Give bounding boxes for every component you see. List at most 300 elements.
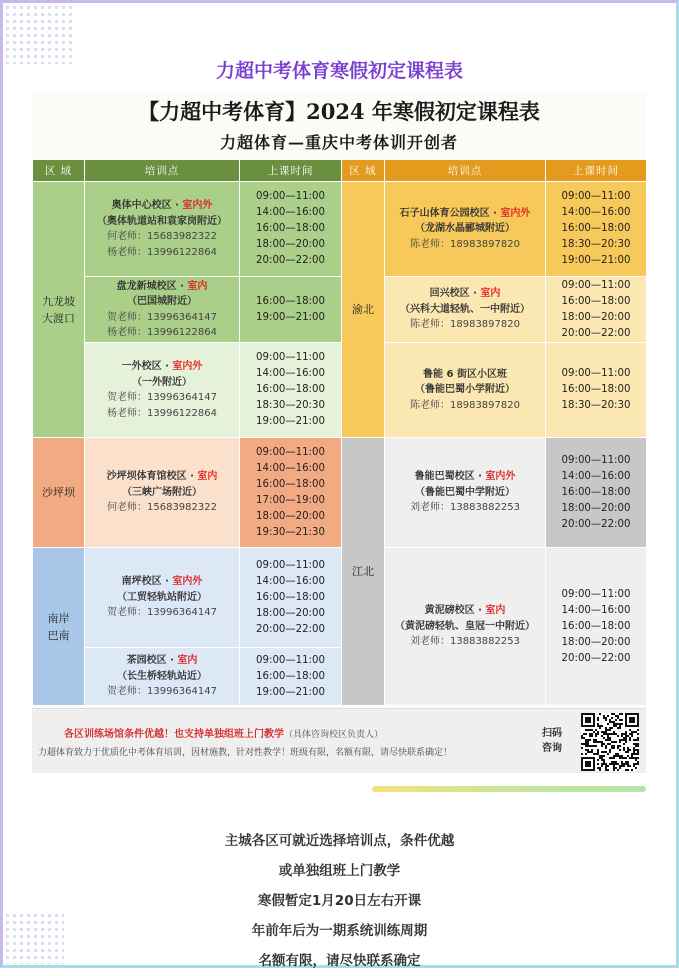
qr-module [637,745,639,747]
qr-module [613,725,615,727]
left-region-cell [33,438,85,548]
site-name [85,359,239,375]
site-type: 室内外 [500,207,531,219]
site-name-text: 一外校区 · [121,361,173,372]
qr-module [605,763,607,765]
qr-module [623,765,625,767]
site-contact: 杨老师：13996122864 [107,407,217,419]
qr-module [607,737,609,739]
qr-module [605,765,607,767]
qr-module [609,763,611,765]
qr-module [617,723,619,725]
qr-module [633,765,635,767]
site-location: （鲁能巴蜀小学附近） [415,384,515,396]
qr-module [637,761,639,763]
site-name-text: 奥体中心校区 · [111,200,183,211]
qr-module [583,737,585,739]
qr-module [629,737,631,739]
qr-module [609,743,611,745]
time-slot: 18:00—20:00 [561,636,631,648]
qr-module [635,753,637,755]
site-contact: 陈老师：18983897820 [410,319,520,331]
qr-module [621,739,623,741]
time-slot: 16:00—18:00 [561,384,631,395]
qr-module [627,751,629,753]
qr-module [635,767,637,769]
qr-module [607,765,609,767]
qr-module [601,763,603,765]
qr-module [607,735,609,737]
qr-module [581,737,583,739]
site-type: 室内 [177,655,198,667]
region-name: 沙坪坝 [42,486,75,499]
qr-module [607,739,609,741]
qr-module [581,747,583,749]
qr-module [621,713,623,715]
qr-module [605,731,607,733]
qr-module [597,753,599,755]
right-region-cell [342,438,385,706]
time-slot: 16:00—18:00 [561,486,631,498]
table-header-row [33,160,647,182]
qr-module [597,723,599,725]
qr-module [613,755,615,757]
qr-module [631,753,633,755]
site-location: （兴科大道轻轨、一中附近） [400,303,530,315]
site-name-text: 鲁能巴蜀校区 · [414,471,486,483]
site-location: （长生桥轻轨站近） [117,670,207,682]
qr-module [637,739,639,741]
qr-module [633,763,635,765]
qr-module [603,759,605,761]
site-name [85,574,239,590]
right-site-cell [385,343,546,438]
qr-module [637,757,639,759]
left-region-cell [33,182,85,438]
qr-module [585,761,591,767]
qr-module [617,727,619,729]
site-contact: 贺老师：13996364147 [107,311,217,323]
qr-module [631,755,633,757]
qr-module [601,765,603,767]
qr-module [593,731,595,733]
qr-module [615,733,617,735]
qr-module [603,763,605,765]
qr-module [631,731,633,733]
left-site-cell [85,438,240,548]
qr-module [619,713,621,715]
site-type: 室内外 [172,361,203,372]
qr-module [587,739,589,741]
qr-module [601,759,603,761]
qr-module [601,743,603,745]
site-name [85,653,239,669]
time-slot: 09:00—11:00 [561,588,631,600]
qr-module [629,733,631,735]
qr-module [619,745,621,747]
qr-module [601,755,603,757]
site-name-text: 黄泥磅校区 · [424,605,486,617]
qr-module [635,759,637,761]
qr-module [585,749,587,751]
qr-module [617,747,619,749]
footer-line1 [64,725,383,740]
left-site-cell [85,648,240,706]
qr-module [609,733,611,735]
qr-module [631,733,633,735]
time-slot: 20:00—22:00 [561,652,631,664]
qr-module [609,721,611,723]
header-time: 上课时间 [240,160,342,182]
qr-module [613,733,615,735]
qr-module [597,759,599,761]
time-slot: 17:00—19:00 [256,494,325,506]
site-contact: 贺老师：13996364147 [107,392,217,403]
qr-module [595,753,597,755]
qr-module [599,727,601,729]
card-subtitle: 力超体育—重庆中考体训开创者 [219,133,458,152]
qr-module [621,735,623,737]
qr-module [601,741,603,743]
qr-module [599,755,601,757]
site-name-text: 回兴校区 · [429,288,481,300]
qr-module [613,757,615,759]
site-name [385,206,545,222]
qr-module [625,733,627,735]
time-slot: 09:00—11:00 [256,352,325,363]
qr-module [635,743,637,745]
qr-module [607,769,609,771]
site-location: （工贸轻轨站附近） [117,591,207,603]
qr-module [619,739,621,741]
note-line: 或单独组班上门教学 [278,863,401,879]
time-slot: 19:00—21:00 [561,255,631,266]
qr-module [623,737,625,739]
qr-module [613,761,615,763]
qr-module [613,731,615,733]
left-time-cell [240,548,342,648]
right-region-cell [342,182,385,438]
time-slot: 09:00—11:00 [256,191,325,202]
qr-module [597,719,599,721]
schedule-card [32,92,646,772]
left-time-cell [240,648,342,706]
note-line: 名额有限，请尽快联系确定 [258,953,421,969]
qr-module [623,733,625,735]
qr-module [597,751,599,753]
qr-module [603,731,605,733]
left-time-cell [240,182,342,277]
header-region: 区 域 [33,160,85,182]
time-slot: 19:00—21:00 [256,311,325,323]
qr-module [597,749,599,751]
right-site-cell [385,182,546,277]
qr-module [597,741,599,743]
qr-module [615,763,617,765]
right-site-cell [385,548,546,706]
qr-module [625,763,627,765]
qr-module [605,747,607,749]
site-contact: 刘老师：13883882253 [410,636,520,648]
qr-module [581,735,583,737]
site-name-text: 盘龙新城校区 · [116,280,188,292]
site-contact: 杨老师：13996122864 [107,327,217,338]
qr-module [595,745,597,747]
time-slot: 14:00—16:00 [256,368,325,379]
qr-module [587,751,589,753]
time-slot: 14:00—16:00 [256,207,325,218]
time-slot: 16:00—18:00 [256,670,325,682]
header-region-right: 区 域 [342,160,385,182]
qr-module [593,741,595,743]
qr-module [599,713,601,715]
qr-module [619,757,621,759]
qr-code-icon[interactable] [581,713,639,771]
qr-module [603,743,605,745]
qr-module [613,767,615,769]
qr-module [601,751,603,753]
qr-module [603,755,605,757]
site-location: （一外附近） [132,376,192,388]
notes-block [0,826,679,976]
qr-module [625,751,627,753]
qr-module [597,767,599,769]
time-slot: 09:00—11:00 [561,191,631,202]
qr-module [595,735,597,737]
qr-module [635,749,637,751]
qr-module [611,741,613,743]
qr-module [635,757,637,759]
time-slot: 18:00—20:00 [256,510,325,522]
qr-module [615,725,617,727]
decorative-dots-top [4,4,74,64]
time-slot: 20:00—22:00 [256,623,325,635]
header-site-right: 培训点 [385,160,546,182]
qr-module [635,739,637,741]
time-slot: 19:00—21:00 [256,686,325,698]
time-slot: 20:00—22:00 [561,327,631,339]
qr-module [605,733,607,735]
qr-module [611,745,613,747]
table-row [33,438,647,548]
qr-module [603,761,605,763]
qr-module [605,727,607,729]
time-slot: 16:00—18:00 [256,295,325,307]
qr-module [621,733,623,735]
site-location: （奥体轨道站和袁家岗附近） [97,215,227,227]
right-site-cell [385,438,546,548]
qr-module [589,735,591,737]
time-slot: 09:00—11:00 [561,279,631,291]
site-location: （黄泥磅轻轨、皇冠一中附近） [395,620,535,632]
qr-module [625,757,627,759]
qr-module [629,757,631,759]
qr-module [591,749,593,751]
qr-module [605,751,607,753]
qr-module [599,767,601,769]
qr-module [633,747,635,749]
qr-module [637,763,639,765]
left-site-cell [85,343,240,438]
qr-module [611,717,613,719]
qr-module [637,751,639,753]
qr-module [637,749,639,751]
qr-module [635,731,637,733]
time-slot: 14:00—16:00 [256,462,325,474]
time-slot: 20:00—22:00 [256,255,325,266]
time-slot: 14:00—16:00 [256,575,325,587]
qr-module [607,733,609,735]
qr-module [603,737,605,739]
region-name: 大渡口 [42,311,75,325]
qr-module [599,741,601,743]
site-type: 室内 [197,471,218,483]
site-contact: 陈老师：18983897820 [410,238,520,250]
left-region-cell [33,548,85,706]
qr-module [601,725,603,727]
header-site: 培训点 [85,160,240,182]
qr-module [611,761,613,763]
footer-line2: 力超体育致力于优质化中考体育培训，因材施教，针对性教学！班级有限，名额有限，请尽快联系确定！ [38,748,453,758]
qr-module [603,751,605,753]
qr-module [585,733,587,735]
qr-module [603,715,605,717]
qr-module [591,751,593,753]
qr-module [629,765,631,767]
qr-module [595,733,597,735]
qr-module [619,725,621,727]
qr-module [613,721,615,723]
qr-module [609,737,611,739]
right-site-cell [385,277,546,343]
qr-module [621,765,623,767]
qr-module [585,745,587,747]
region-name: 渝北 [352,303,374,316]
time-slot: 19:00—21:00 [256,416,325,427]
qr-module [599,757,601,759]
qr-module [613,769,615,771]
qr-module [637,753,639,755]
time-slot: 16:00—18:00 [256,478,325,490]
qr-module [625,739,627,741]
time-slot: 16:00—18:00 [561,295,631,307]
qr-module [601,745,603,747]
right-time-cell [546,343,647,438]
qr-module [607,715,609,717]
table-row [33,277,647,343]
qr-module [607,743,609,745]
qr-module [597,731,599,733]
qr-module [633,749,635,751]
qr-module [615,753,617,755]
left-site-cell [85,182,240,277]
qr-module [621,763,623,765]
qr-module [597,733,599,735]
site-name [385,469,545,485]
qr-module [621,755,623,757]
qr-module [613,713,615,715]
qr-module [615,767,617,769]
site-location: （鲁能巴蜀中学附近） [415,486,515,498]
qr-module [611,727,613,729]
qr-module [623,757,625,759]
qr-module [615,755,617,757]
qr-module [623,747,625,749]
site-contact: 何老师：15683982322 [107,502,217,514]
qr-module [605,767,607,769]
table-row [33,343,647,438]
qr-module [595,741,597,743]
qr-module [601,731,603,733]
qr-module [589,739,591,741]
qr-module [599,769,601,771]
left-time-cell [240,343,342,438]
qr-module [633,751,635,753]
qr-module [625,741,627,743]
qr-module [609,729,611,731]
qr-module [611,757,613,759]
qr-module [585,753,587,755]
note-line: 年前年后为一期系统训练周期 [251,923,428,939]
site-type: 室内外 [172,576,203,588]
qr-module [607,729,609,731]
qr-module [619,741,621,743]
qr-module [623,749,625,751]
footer-line1-text: 各区训练场馆条件优越！也支持单独组班上门教学 [64,729,284,740]
qr-module [627,755,629,757]
qr-module [613,745,615,747]
qr-module [633,739,635,741]
card-title: 【力超中考体育】2024 年寒假初定课程表 [138,99,540,124]
page-title: 力超中考体育寒假初定课程表 [215,60,463,82]
qr-module [609,739,611,741]
qr-module [605,745,607,747]
qr-module [589,751,591,753]
qr-module [613,723,615,725]
site-location: （巴国城附近） [127,296,197,307]
site-name-text: 南坪校区 · [121,576,173,588]
time-slot: 20:00—22:00 [561,518,631,530]
site-name [385,286,545,302]
qr-module [633,757,635,759]
qr-module [635,763,637,765]
qr-module [583,743,585,745]
qr-module [637,729,639,731]
qr-module [623,763,625,765]
qr-module [611,713,613,715]
qr-module [627,765,629,767]
qr-module [633,743,635,745]
qr-module [619,723,621,725]
time-slot: 14:00—16:00 [561,604,631,616]
qr-module [591,745,593,747]
qr-module [591,729,593,731]
right-time-cell [546,548,647,706]
qr-module [621,723,623,725]
footer-bar [32,708,646,773]
qr-module [627,761,629,763]
qr-module [609,727,611,729]
qr-module [597,725,599,727]
qr-module [629,739,631,741]
qr-module [615,761,617,763]
site-location: （龙湖水晶郦城附近） [415,223,515,235]
qr-module [585,717,591,723]
qr-module [611,747,613,749]
qr-module [627,763,629,765]
region-name: 江北 [352,565,374,578]
qr-module [627,747,629,749]
